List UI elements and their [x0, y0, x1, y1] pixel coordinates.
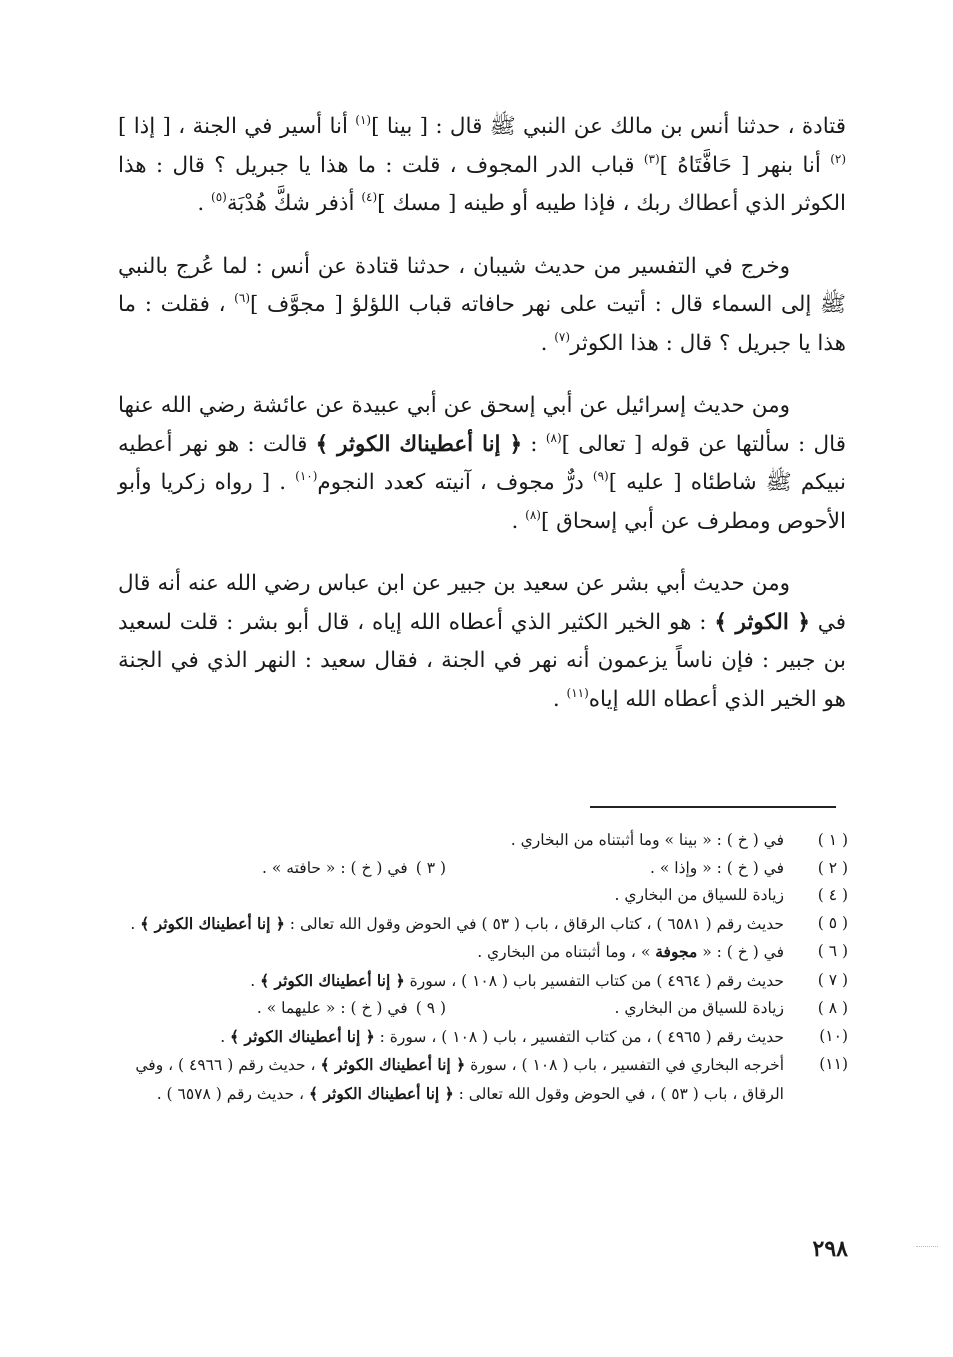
footnote-8-9: [118, 995, 848, 1023]
footnote-text: حديث رقم ( ٤٩٦٤ ) من كتاب التفسير باب ( ١٠٨ ) ، سورة: [404, 971, 784, 990]
footnote-number: ( ٥ ): [817, 913, 848, 932]
text: ، فقلت : ما هذا يا جبريل ؟ قال : هذا الكوثر: [118, 292, 846, 356]
footnote-ref-7[interactable]: (٧): [554, 329, 571, 344]
footnote-ref-9[interactable]: (٩): [592, 469, 609, 483]
footnote-bold: مجوفة: [655, 942, 698, 961]
footnote-ref-3[interactable]: (٣): [643, 151, 660, 166]
text: قباب الدر المجوف ، قلت : ما هذا يا جبريل ؟ قال : هذا الكوثر الذي أعطاك ربك ، فإذا طيبه أو طينه [ مسك ]: [118, 152, 846, 216]
footnote-text: » ، وما أثبتناه من البخاري .: [477, 943, 656, 961]
footnote-ref-8b[interactable]: (٨): [525, 507, 541, 522]
text: أنا أسير في الجنة ، [ إذا ]: [118, 114, 356, 139]
footnote-4: [118, 882, 848, 910]
footnote-6: [118, 938, 848, 967]
footnote-text: .: [220, 1027, 231, 1046]
footnote-number: ( ٢ ): [817, 858, 848, 877]
paragraph-4: [118, 565, 846, 719]
quran-quote: ﴿ إنا أعطيناك الكوثر ﴾: [140, 913, 285, 933]
footnote-5: [118, 910, 848, 939]
footnotes: [118, 827, 848, 1108]
footnote-number: ( ٩ ): [415, 999, 446, 1017]
footnote-number: ( ٣ ): [415, 858, 446, 877]
footnote-text: في ( خ ) : « بينا » وما أثبتناه من البخاري .: [510, 831, 784, 849]
text: درٌّ مجوف ، آنيته كعدد النجوم: [317, 470, 593, 495]
text: قتادة ، حدثنا أنس بن مالك عن النبي ﷺ قال : [ بينا ]: [371, 114, 847, 139]
footnote-text: .: [250, 971, 261, 990]
footnote-7: [118, 967, 848, 996]
quran-quote: ﴿ إنا أعطيناك الكوثر ﴾: [315, 431, 523, 457]
text: .: [552, 686, 567, 712]
footnote-ref-4[interactable]: (٤): [361, 190, 378, 204]
footnote-ref-11[interactable]: (١١): [566, 685, 589, 700]
footnote-text: ، حديث رقم ( ٤٩٦٦ ) ، وفي الرقاق ، باب ( ٥٣ ) ، في الحوض وقول الله تعالى :: [135, 1056, 784, 1103]
text: وخرج في التفسير من حديث شيبان ، حدثنا قتادة عن أنس : لما عُرج بالنبي ﷺ إلى السماء قال : أتيت على نهر حافاته قباب اللؤلؤ [ مجوَّف ]: [118, 253, 846, 317]
footnote-text: في ( خ ) : « وإذا » .: [650, 858, 784, 877]
text: : هو الخير الكثير الذي أعطاه الله إياه ، قال أبو بشر : قلت لسعيد بن جبير : فإن ناساً يزعمون أنه نهر في الجنة ، فقال سعيد : النهر الذي في الجنة هو الخير الذي أعطاه الله إياه: [118, 609, 846, 712]
footnote-number: (١١): [819, 1055, 848, 1073]
footnote-9: [257, 995, 446, 1023]
text: :: [522, 431, 546, 457]
footnote-1: [118, 827, 848, 855]
footnote-number: ( ٤ ): [817, 886, 848, 904]
paragraph-3: [118, 387, 846, 541]
footnote-2-3: [118, 855, 848, 883]
text: ومن حديث إسرائيل عن أبي إسحق عن أبي عبيدة عن عائشة رضي الله عنها قال : سألتها عن قوله [ تعالى ]: [118, 393, 846, 457]
footnote-text: زيادة للسياق من البخاري .: [614, 886, 784, 904]
footnote-text: .: [130, 914, 141, 933]
footnote-ref-2[interactable]: (٢): [830, 151, 847, 166]
footnote-text: في ( خ ) : « عليهما » .: [256, 999, 408, 1017]
text: ومن حديث أبي بشر عن سعيد بن جبير عن ابن عباس رضي الله عنه أنه قال في: [118, 571, 846, 635]
footnote-text: حديث رقم ( ٤٩٦٥ ) ، من كتاب التفسير ، باب ( ١٠٨ ) ، سورة :: [374, 1027, 784, 1046]
footnote-number: (١٠): [819, 1026, 848, 1045]
text: . [ رواه زكريا وأبو الأحوص ومطرف عن أبي إسحاق ]: [118, 470, 846, 534]
footnote-text: حديث رقم ( ٦٥٨١ ) ، كتاب الرقاق ، باب ( ٥٣ ) في الحوض وقول الله تعالى :: [284, 914, 784, 933]
footnote-ref-10[interactable]: (١٠): [295, 469, 318, 483]
footnote-11: [118, 1051, 848, 1108]
footnote-text: في ( خ ) : « حافته » .: [262, 858, 408, 877]
footnote-3: [262, 855, 446, 883]
page-number: ٢٩٨: [812, 1236, 848, 1262]
text: قالت : هو نهر أعطيه نبيكم ﷺ شاطئاه [ عليه ]: [118, 431, 846, 495]
text: .: [540, 330, 555, 356]
footnote-text: أخرجه البخاري في التفسير ، باب ( ١٠٨ ) ، سورة: [465, 1056, 784, 1074]
quran-quote: ﴿ إنا أعطيناك الكوثر ﴾: [260, 970, 405, 990]
footnote-text: زيادة للسياق من البخاري .: [614, 999, 784, 1017]
footnote-number: ( ١ ): [817, 831, 848, 849]
footnote-text: في ( خ ) : «: [697, 943, 784, 961]
scan-mark: [916, 1246, 938, 1247]
quran-quote: ﴿ إنا أعطيناك الكوثر ﴾: [309, 1083, 454, 1103]
footnote-number: ( ٦ ): [817, 942, 848, 960]
footnote-ref-5[interactable]: (٥): [211, 190, 227, 204]
text: .: [511, 508, 526, 534]
quran-quote: ﴿ الكوثر ﴾: [714, 609, 810, 635]
quran-quote: ﴿ إنا أعطيناك الكوثر ﴾: [230, 1026, 375, 1046]
main-text: [118, 108, 846, 743]
text: .: [197, 191, 212, 216]
footnote-number: ( ٨ ): [817, 999, 848, 1017]
footnote-10: [118, 1023, 848, 1052]
footnote-separator: [590, 806, 836, 808]
quran-quote: ﴿ إنا أعطيناك الكوثر ﴾: [320, 1055, 466, 1074]
footnote-number: ( ٧ ): [817, 970, 848, 989]
paragraph-1: [118, 108, 846, 224]
footnote-ref-8[interactable]: (٨): [545, 430, 562, 445]
footnote-ref-6[interactable]: (٦): [234, 291, 250, 305]
footnote-ref-1[interactable]: (١): [355, 113, 372, 127]
text: أنا بنهر [ حَافَّتَاهُ ]: [659, 152, 831, 178]
footnote-text: ، حديث رقم ( ٦٥٧٨ ) .: [156, 1084, 309, 1103]
text: أذفر شكَّ هُدْبَة: [226, 191, 362, 216]
paragraph-2: [118, 248, 846, 364]
